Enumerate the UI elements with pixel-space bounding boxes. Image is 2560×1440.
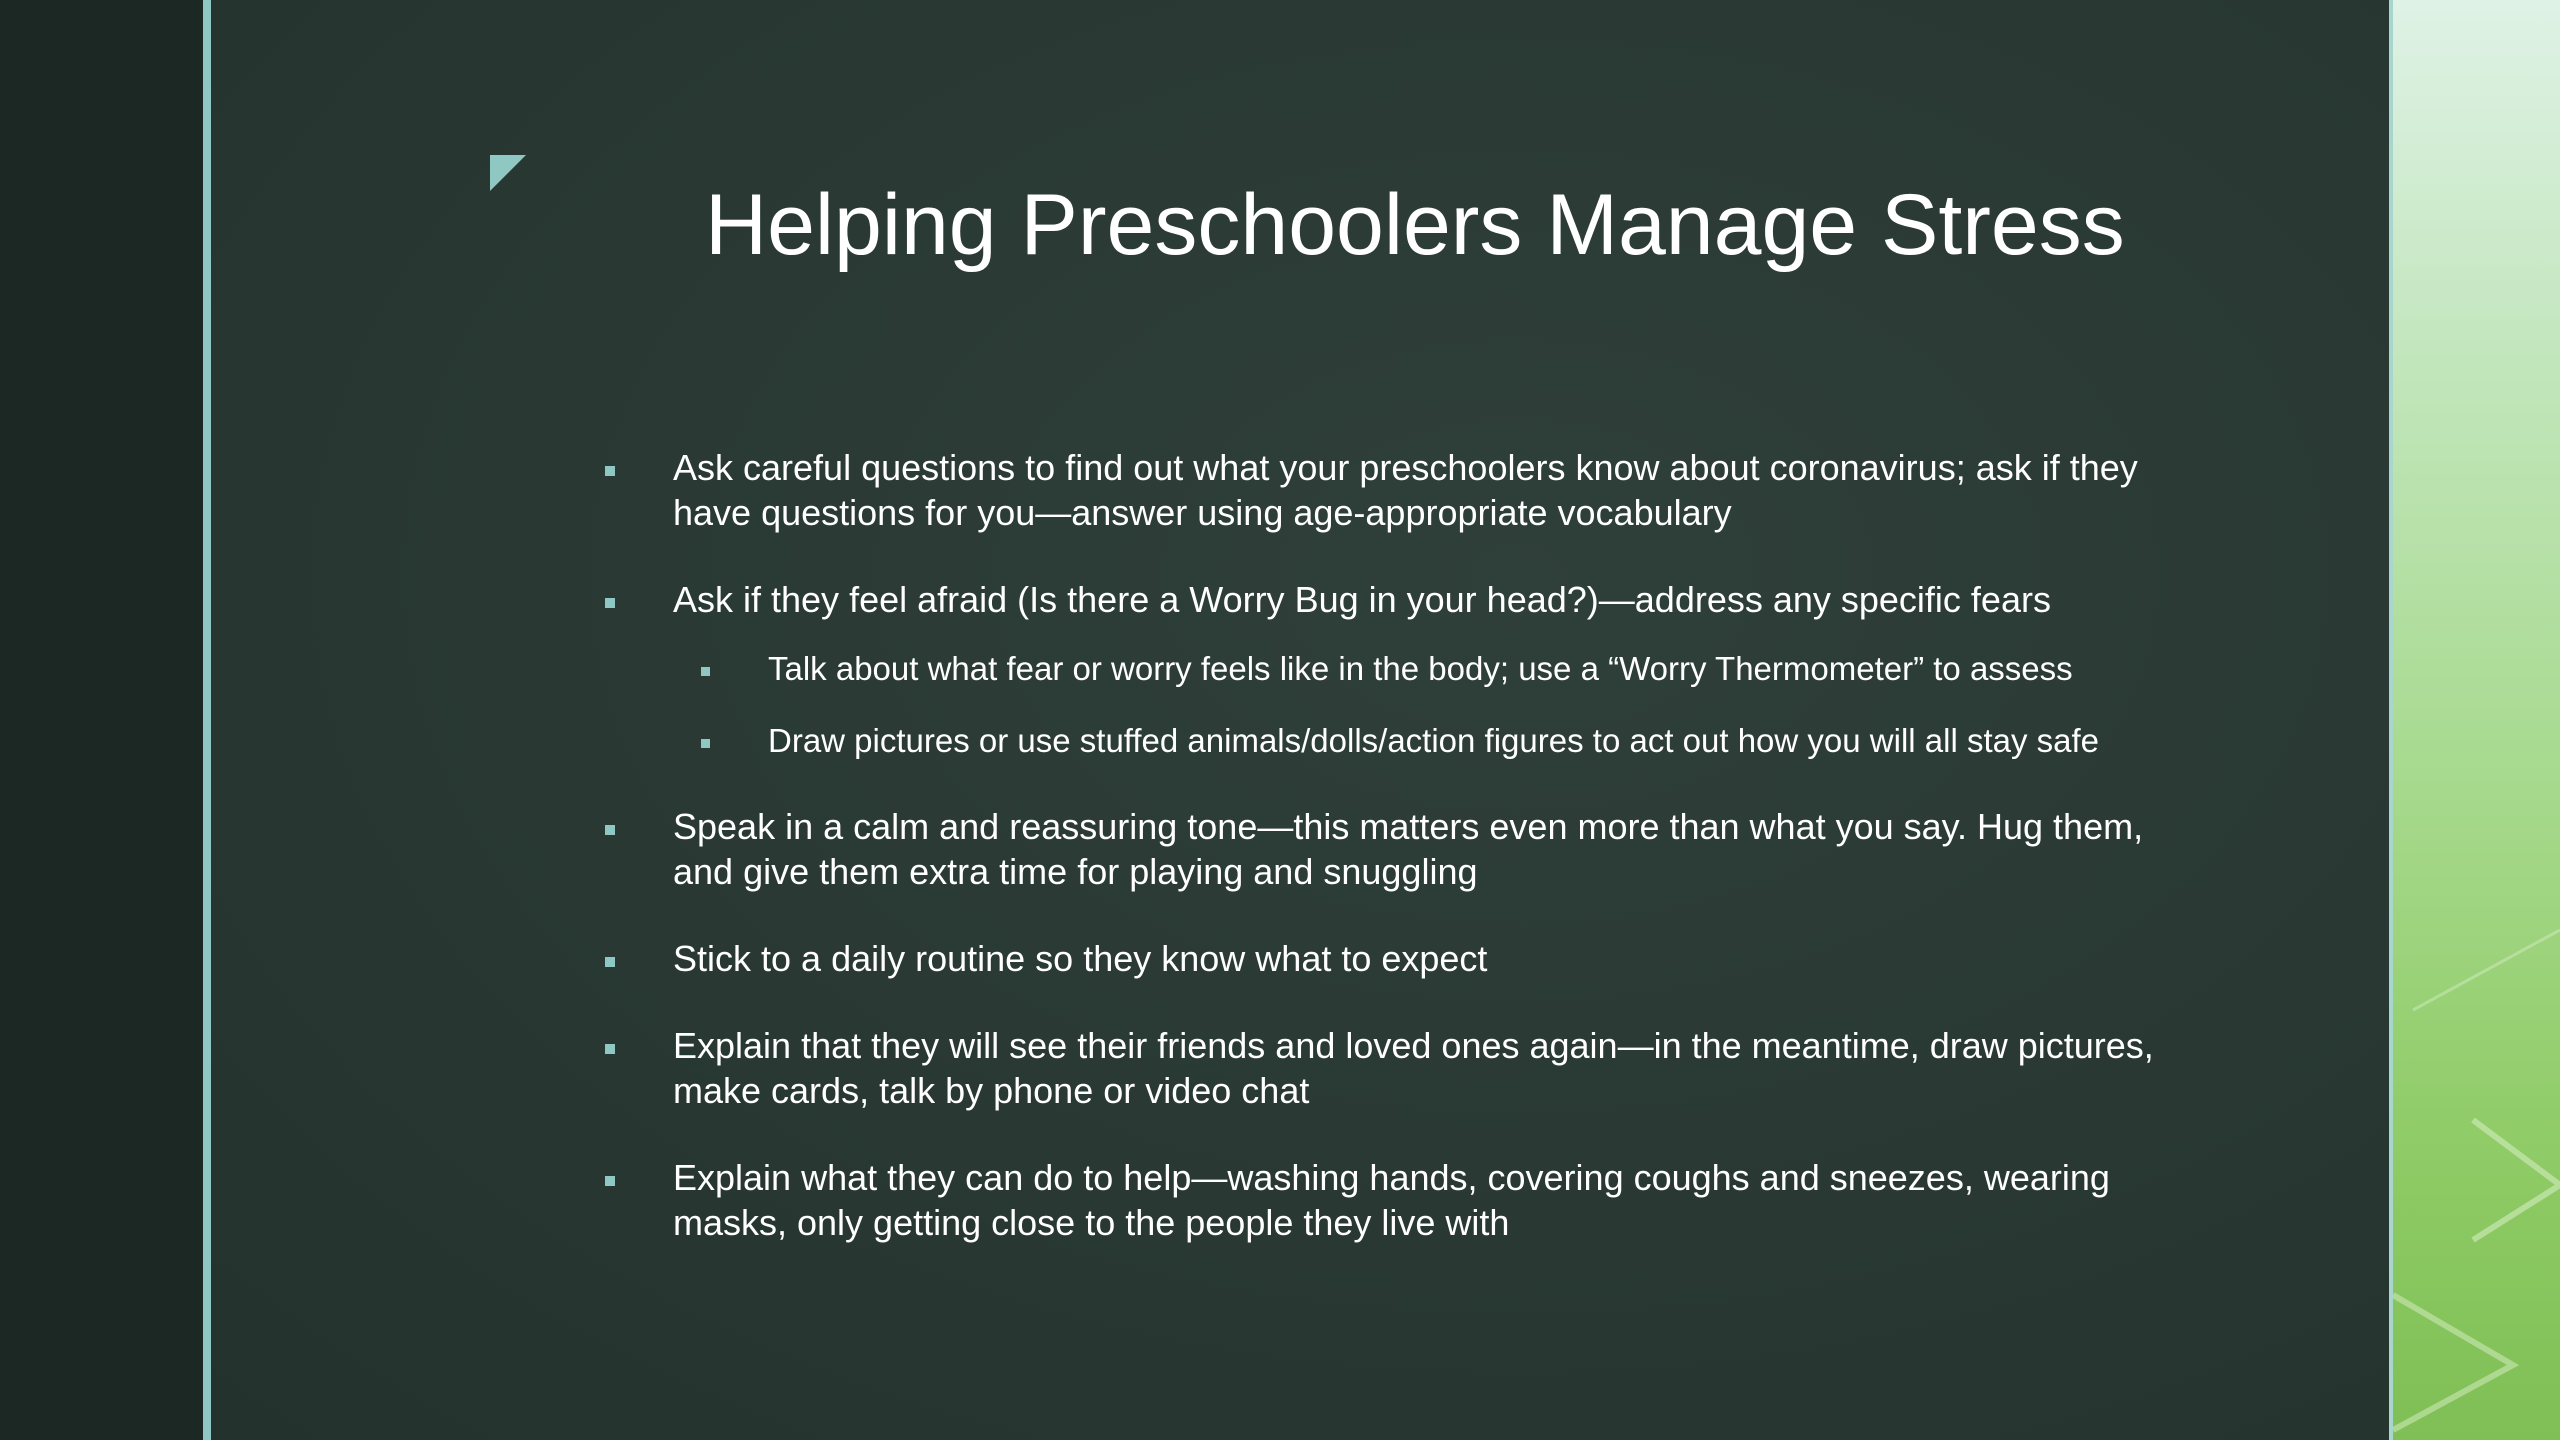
bullet-item (600, 577, 2200, 762)
bullet-text: Stick to a daily routine so they know what to expect (673, 938, 1488, 979)
square-bullet-icon (701, 739, 710, 748)
slide-title: Helping Preschoolers Manage Stress (705, 177, 2125, 273)
bullet-item (600, 936, 2200, 981)
bullet-text: Ask if they feel afraid (Is there a Worry Bug in your head?)—address any specific fears (673, 579, 2051, 620)
sub-bullet-list (673, 648, 2200, 762)
square-bullet-icon (605, 825, 615, 835)
sub-bullet-text: Draw pictures or use stuffed animals/dolls/action figures to act out how you will all stay safe (768, 722, 2100, 759)
square-bullet-icon (605, 1176, 615, 1186)
sub-bullet-item (673, 648, 2200, 690)
square-bullet-icon (605, 466, 615, 476)
bullet-item (600, 804, 2200, 894)
bullet-text: Explain that they will see their friends and loved ones again—in the meantime, draw pictures, make cards, talk by phone or video chat (673, 1025, 2154, 1111)
square-bullet-icon (605, 1044, 615, 1054)
square-bullet-icon (605, 598, 615, 608)
bullet-item (600, 1155, 2200, 1245)
bullet-text: Ask careful questions to find out what your preschoolers know about coronavirus; ask if they have questions for you—answer using age-appropriate vocabulary (673, 447, 2138, 533)
sub-bullet-item (673, 720, 2200, 762)
bullet-text: Speak in a calm and reassuring tone—this matters even more than what you say. Hug them, and give them extra time for playing and snuggling (673, 806, 2144, 892)
square-bullet-icon (605, 957, 615, 967)
square-bullet-icon (701, 667, 710, 676)
bullet-item (600, 1023, 2200, 1113)
sub-bullet-text: Talk about what fear or worry feels like in the body; use a “Worry Thermometer” to assess (768, 650, 2073, 687)
bullet-text: Explain what they can do to help—washing hands, covering coughs and sneezes, wearing masks, only getting close to the people they live with (673, 1157, 2110, 1243)
bullet-item (600, 445, 2200, 535)
bullet-list (600, 445, 2200, 1287)
